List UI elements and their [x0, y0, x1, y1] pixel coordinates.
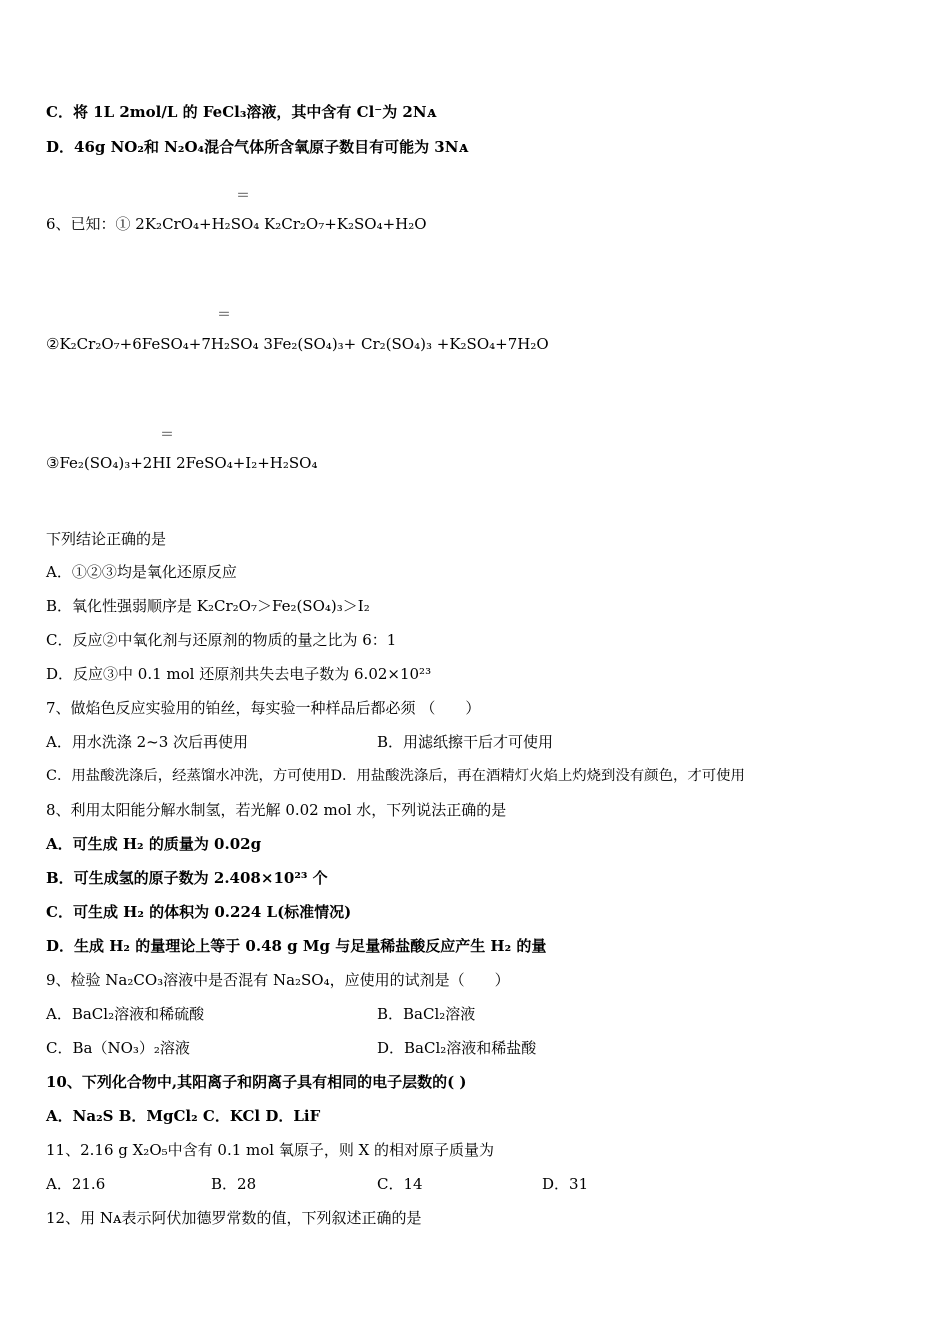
q5-option-c: C．将 1L 2mol/L 的 FeCl₃溶液，其中含有 Cl⁻为 2Nᴀ — [46, 103, 437, 121]
q9-option-c: C．Ba（NO₃）₂溶液 — [46, 1039, 190, 1057]
q7-option-a: A．用水洗涤 2~3 次后再使用 — [46, 733, 249, 751]
q9-stem: 9、检验 Na₂CO₃溶液中是否混有 Na₂SO₄，应使用的试剂是（ ） — [46, 971, 510, 989]
q8-option-d: D．生成 H₂ 的量理论上等于 0.48 g Mg 与足量稀盐酸反应产生 H₂ 的量 — [46, 937, 547, 955]
q11-option-c: C．14 — [377, 1175, 423, 1193]
q6-question: 下列结论正确的是 — [46, 530, 167, 548]
q5-option-d: D．46g NO₂和 N₂O₄混合气体所含氧原子数目有可能为 3Nᴀ — [46, 138, 469, 156]
q6-option-a: A．①②③均是氧化还原反应 — [46, 563, 237, 581]
q7-option-b: B．用滤纸擦干后才可使用 — [377, 733, 554, 751]
q6-option-c: C．反应②中氧化剂与还原剂的物质的量之比为 6：1 — [46, 631, 397, 649]
q10-options: A．Na₂S B．MgCl₂ C．KCl D．LiF — [46, 1107, 321, 1125]
q7-options-cd — [46, 766, 745, 786]
q11-option-d: D．31 — [542, 1175, 589, 1193]
q6-equation-3: ③Fe₂(SO₄)₃+2HI 2FeSO₄+I₂+H₂SO₄ — [46, 454, 318, 472]
q11-stem: 11、2.16 g X₂O₅中含有 0.1 mol 氧原子，则 X 的相对原子质量为 — [46, 1141, 495, 1159]
q12-stem: 12、用 Nᴀ表示阿伏加德罗常数的值，下列叙述正确的是 — [46, 1209, 422, 1227]
q9-option-d: D．BaCl₂溶液和稀盐酸 — [377, 1039, 537, 1057]
q9-option-a: A．BaCl₂溶液和稀硫酸 — [46, 1005, 205, 1023]
q7-option-d: D．用盐酸洗涤后，再在酒精灯火焰上灼烧到没有颜色，才可使用 — [330, 768, 745, 784]
q7-stem: 7、做焰色反应实验用的铂丝，每实验一种样品后都必须 （ ） — [46, 699, 481, 717]
equals-sign-3: ＝ — [160, 427, 174, 443]
q6-stem: 6、已知：① 2K₂CrO₄+H₂SO₄ K₂Cr₂O₇+K₂SO₄+H₂O — [46, 215, 427, 233]
q11-option-a: A．21.6 — [46, 1175, 106, 1193]
q8-stem: 8、利用太阳能分解水制氢，若光解 0.02 mol 水，下列说法正确的是 — [46, 801, 507, 819]
q8-option-b: B．可生成氢的原子数为 2.408×10²³ 个 — [46, 869, 328, 887]
q8-option-c: C．可生成 H₂ 的体积为 0.224 L(标准情况) — [46, 903, 352, 921]
q6-option-b: B．氧化性强弱顺序是 K₂Cr₂O₇＞Fe₂(SO₄)₃＞I₂ — [46, 597, 370, 615]
q8-option-a: A．可生成 H₂ 的质量为 0.02g — [46, 835, 262, 853]
equals-sign-1: ＝ — [236, 188, 250, 204]
q9-option-b: B．BaCl₂溶液 — [377, 1005, 476, 1023]
q10-stem: 10、下列化合物中,其阳离子和阴离子具有相同的电子层数的( ) — [46, 1073, 467, 1091]
q11-option-b: B．28 — [211, 1175, 257, 1193]
q6-equation-2: ②K₂Cr₂O₇+6FeSO₄+7H₂SO₄ 3Fe₂(SO₄)₃+ Cr₂(SO₄)₃ +K₂SO₄+7H₂O — [46, 335, 549, 353]
q6-option-d: D．反应③中 0.1 mol 还原剂共失去电子数为 6.02×10²³ — [46, 665, 432, 683]
equals-sign-2: ＝ — [217, 307, 231, 323]
q7-option-c: C．用盐酸洗涤后，经蒸馏水冲洗，方可使用 — [46, 768, 331, 784]
